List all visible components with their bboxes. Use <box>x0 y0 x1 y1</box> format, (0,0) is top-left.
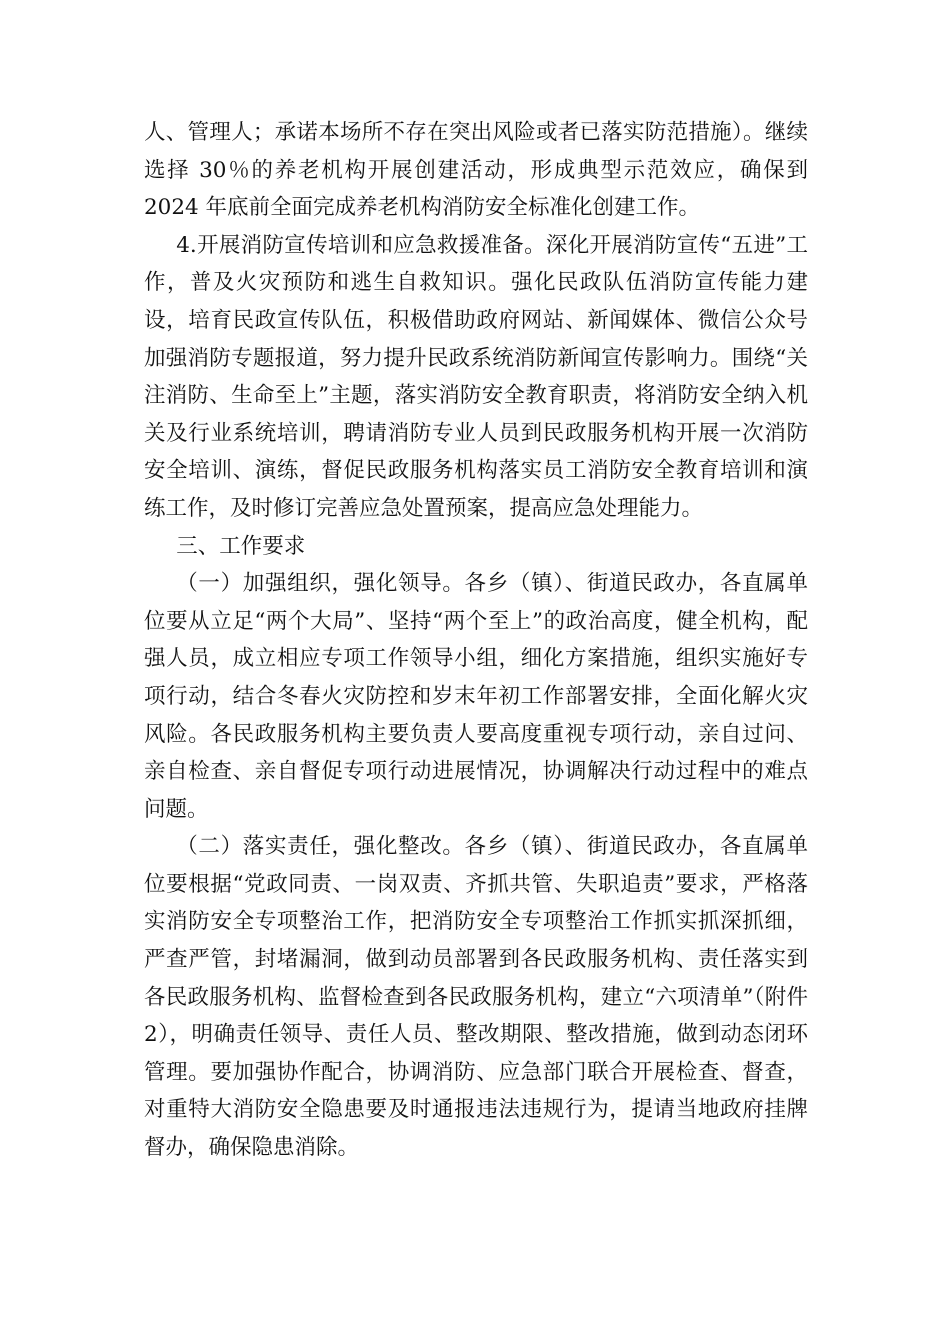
paragraph-requirement-2: （二）落实责任，强化整改。各乡（镇）、街道民政办，各直属单位要根据“党政同责、一岗双责、齐抓共管、失职追责”要求，严格落实消防安全专项整治工作，把消防安全专项整治工作抓实抓深抓细，严查严管，封堵漏洞，做到动员部署到各民政服务机构、责任落实到各民政服务机构、监督检查到各民政服务机构，建立“六项清单”（附件 2），明确责任领导、责任人员、整改期限、整改措施，做到动态闭环管理。要加强协作配合，协调消防、应急部门联合开展检查、督查，对重特大消防安全隐患要及时通报违法违规行为，提请当地政府挂牌督办，确保隐患消除。 <box>144 834 808 1161</box>
paragraph-requirement-1: （一）加强组织，强化领导。各乡（镇）、街道民政办，各直属单位要从立足“两个大局”、坚持“两个至上”的政治高度，健全机构，配强人员，成立相应专项工作领导小组，细化方案措施，组织实施好专项行动，结合冬春火灾防控和岁末年初工作部署安排，全面化解火灾风险。各民政服务机构主要负责人要高度重视专项行动，亲自过问、亲自检查、亲自督促专项行动进展情况，协调解决行动过程中的难点问题。 <box>144 571 808 822</box>
section-heading: 三、工作要求 <box>176 533 306 559</box>
paragraph-item-4: 4.开展消防宣传培训和应急救援准备。深化开展消防宣传“五进”工作，普及火灾预防和逃生自救知识。强化民政队伍消防宣传能力建设，培育民政宣传队伍，积极借助政府网站、新闻媒体、微信公众号加强消防专题报道，努力提升民政系统消防新闻宣传影响力。围绕“关注消防、生命至上”主题，落实消防安全教育职责，将消防安全纳入机关及行业系统培训，聘请消防专业人员到民政服务机构开展一次消防安全培训、演练，督促民政服务机构落实员工消防安全教育培训和演练工作，及时修订完善应急处置预案，提高应急处理能力。 <box>144 232 808 521</box>
document-body <box>144 114 808 1167</box>
paragraph-continuation: 人、管理人；承诺本场所不存在突出风险或者已落实防范措施）。继续选择 30％的养老机构开展创建活动，形成典型示范效应，确保到 2024 年底前全面完成养老机构消防安全标准化创建工作。 <box>144 120 808 221</box>
